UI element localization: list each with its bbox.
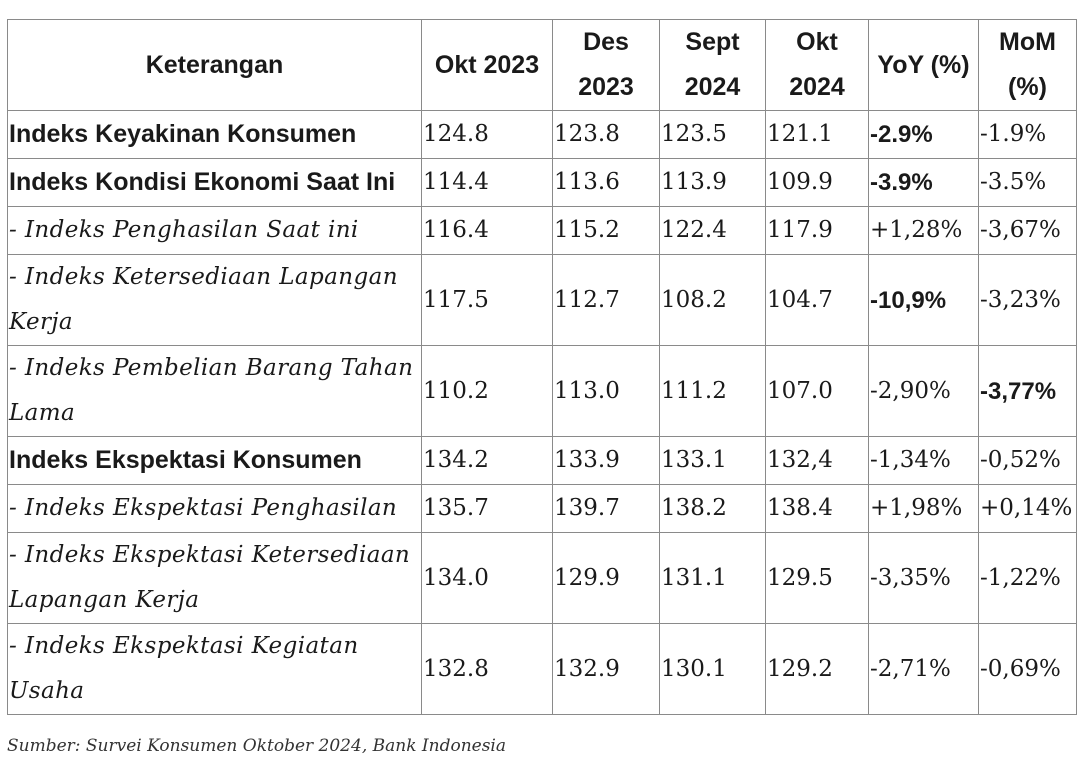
cell-mom: -1,22% [979,533,1077,624]
cell-okt-2023: 132.8 [422,624,553,715]
cell-des-2023: 129.9 [553,533,660,624]
cell-okt-2023: 117.5 [422,255,553,346]
row-label: Indeks Keyakinan Konsumen [8,111,422,159]
cell-yoy: -1,34% [869,437,979,485]
cell-okt-2024: 121.1 [766,111,869,159]
table-row [8,437,1077,485]
cell-okt-2023: 134.0 [422,533,553,624]
header-mom: MoM (%) [979,20,1077,111]
cell-okt-2023: 135.7 [422,485,553,533]
row-label: - Indeks Pembelian Barang Tahan Lama [8,346,422,437]
table-row [8,485,1077,533]
cell-okt-2023: 116.4 [422,207,553,255]
cell-yoy: +1,28% [869,207,979,255]
consumer-index-table [7,19,1077,715]
cell-yoy: -10,9% [869,255,979,346]
cell-okt-2024: 117.9 [766,207,869,255]
cell-okt-2023: 134.2 [422,437,553,485]
table-row [8,159,1077,207]
cell-okt-2024: 129.2 [766,624,869,715]
cell-okt-2023: 114.4 [422,159,553,207]
cell-okt-2024: 104.7 [766,255,869,346]
header-sept-2024: Sept 2024 [660,20,766,111]
source-caption: Sumber: Survei Konsumen Oktober 2024, Bank Indonesia [7,736,506,756]
row-label: - Indeks Ekspektasi Ketersediaan Lapangan Kerja [8,533,422,624]
cell-mom: -3,23% [979,255,1077,346]
cell-yoy: -3,35% [869,533,979,624]
cell-sept-2024: 108.2 [660,255,766,346]
cell-mom: -3.5% [979,159,1077,207]
row-label: - Indeks Ekspektasi Penghasilan [8,485,422,533]
row-label: Indeks Kondisi Ekonomi Saat Ini [8,159,422,207]
cell-des-2023: 133.9 [553,437,660,485]
cell-okt-2023: 124.8 [422,111,553,159]
header-okt-2024: Okt 2024 [766,20,869,111]
cell-okt-2024: 129.5 [766,533,869,624]
cell-mom: -3,67% [979,207,1077,255]
cell-okt-2024: 107.0 [766,346,869,437]
cell-yoy: -2.9% [869,111,979,159]
cell-sept-2024: 111.2 [660,346,766,437]
cell-des-2023: 139.7 [553,485,660,533]
cell-des-2023: 112.7 [553,255,660,346]
table-row [8,624,1077,715]
header-yoy: YoY (%) [869,20,979,111]
table-row [8,533,1077,624]
table-header-row [8,20,1077,111]
cell-yoy: +1,98% [869,485,979,533]
row-label: - Indeks Ekspektasi Kegiatan Usaha [8,624,422,715]
cell-okt-2024: 109.9 [766,159,869,207]
cell-yoy: -2,71% [869,624,979,715]
cell-okt-2024: 132,4 [766,437,869,485]
table-row [8,111,1077,159]
table-row [8,255,1077,346]
cell-okt-2024: 138.4 [766,485,869,533]
cell-sept-2024: 131.1 [660,533,766,624]
cell-mom: -3,77% [979,346,1077,437]
cell-sept-2024: 122.4 [660,207,766,255]
cell-des-2023: 113.0 [553,346,660,437]
row-label: - Indeks Ketersediaan Lapangan Kerja [8,255,422,346]
cell-sept-2024: 133.1 [660,437,766,485]
cell-okt-2023: 110.2 [422,346,553,437]
cell-mom: -0,52% [979,437,1077,485]
table-row [8,346,1077,437]
cell-mom: -0,69% [979,624,1077,715]
cell-yoy: -2,90% [869,346,979,437]
cell-des-2023: 113.6 [553,159,660,207]
cell-des-2023: 115.2 [553,207,660,255]
table-row [8,207,1077,255]
cell-sept-2024: 130.1 [660,624,766,715]
cell-mom: +0,14% [979,485,1077,533]
cell-yoy: -3.9% [869,159,979,207]
header-des-2023: Des 2023 [553,20,660,111]
cell-mom: -1.9% [979,111,1077,159]
cell-sept-2024: 123.5 [660,111,766,159]
header-keterangan: Keterangan [8,20,422,111]
cell-des-2023: 123.8 [553,111,660,159]
row-label: Indeks Ekspektasi Konsumen [8,437,422,485]
consumer-index-table-container [7,19,1077,715]
cell-sept-2024: 113.9 [660,159,766,207]
cell-des-2023: 132.9 [553,624,660,715]
cell-sept-2024: 138.2 [660,485,766,533]
row-label: - Indeks Penghasilan Saat ini [8,207,422,255]
header-okt-2023: Okt 2023 [422,20,553,111]
